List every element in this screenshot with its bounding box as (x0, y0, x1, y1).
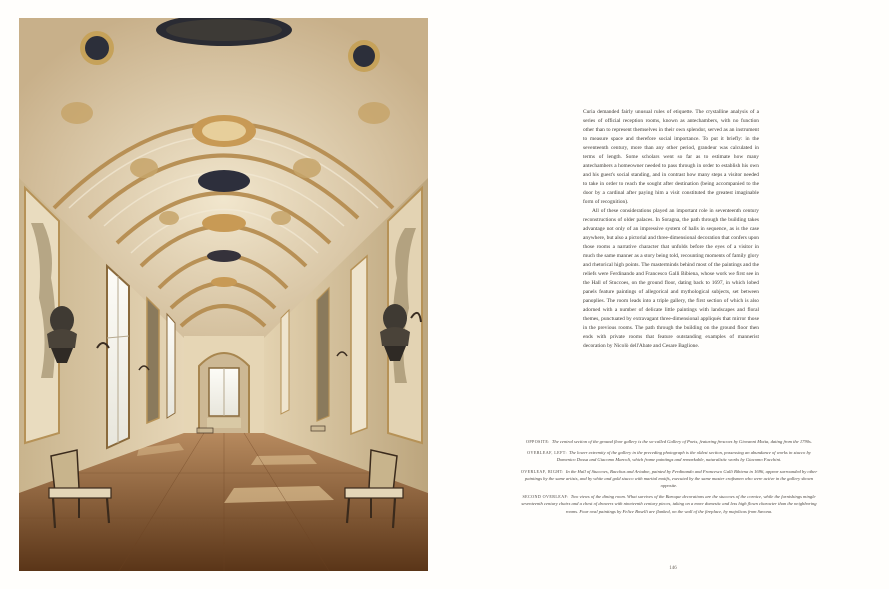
caption (519, 493, 819, 515)
body-paragraph: All of these considerations played an important role in seventeenth century reconstructions of older palaces. In Soragna, the path through the building takes advantage not only of an impressive system of halls in sequence, as is the case anywhere, but also a pictorial and three-dimensional decoration that confers upon those rooms a narrative character that unfolds before the eyes of a visitor in much the same manner as a story being told, recounting moments of family glory and rhetorical high points. The masterminds behind most of the paintings and the reliefs were Ferdinando and Francesco Galli Bibiena, whose work we first see in the Hall of Stuccoes, on the ground floor, dating back to 1697, in which lobed panels feature paintings of allegorical and mythological subjects, set between panoplies. The room leads into a triple gallery, the first section of which is also adorned with a number of delicate little paintings with landscapes and floral themes, punctuated by extravagant three-dimensional appliqués that mirror those in the previous rooms. The path through the building on the ground floor then ends with private rooms that feature outstanding examples of mannerist decoration by Nicolò dell'Abate and Cesare Baglione. (583, 208, 759, 349)
caption (519, 438, 819, 445)
caption-text: The central section of the ground floor gallery is the so-called Gallery of Poets, featuring frescoes by Giovanni Motta, dating from the 1790s. (551, 439, 812, 444)
caption-label: OVERLEAF, RIGHT: (520, 468, 564, 474)
caption (519, 449, 819, 463)
caption-text: The lower extremity of the gallery in the preceding photograph is the oldest section, possessing an abundance of works in stucco by Domenico Dossa and Giacomo Marcoli, which frame paintings and remarkable, naturalistic works by Giacomo Facchini. (556, 450, 811, 463)
caption-label: OPPOSITE: (525, 439, 550, 444)
caption-text: Two views of the dining room. What survives of the Baroque decorations are the stuccoes of the cornice, while the furnishings mingle seventeenth century chairs and a chest of drawers with nineteenth century pieces, taking on a more domestic and less high flown character than the neighboring rooms. Four oval paintings by Felice Boselli are flanked, on the wall of the fireplace, by majolicas from Savona. (521, 494, 817, 514)
page-number: 146 (669, 566, 677, 571)
caption-text: In the Hall of Stuccoes, Bacchus and Ariadne, painted by Ferdinando and Francesco Galli Bibiena in 1696, appear surrounded by other paintings by the same artists, and by white and gold stucco with martial motifs, executed by the same master craftsmen who were active in the gallery shown opposite. (524, 468, 818, 489)
body-text (583, 108, 759, 351)
caption-label: OVERLEAF, LEFT: (527, 450, 567, 456)
photo-captions (519, 438, 819, 519)
body-paragraph: Curia demanded fairly unusual rules of etiquette. The crystalline analysis of a series of official reception rooms, known as antechambers, with no function other than to represent themselves in their own splendor, served as an instrument to measure space and therefore social importance. To put it briefly: in the seventeenth century, more than any other period, grandeur was calculated in terms of length. Some scholars went so far as to estimate how many antechambers a homeowner needed to pass through in order to establish his own and his guest's social standing, and in contrast how many steps a visitor needed to take in order to reach the sought after destination (being accompanied to the door by a cardinal after paying him a visit constituted the greatest imaginable form of recognition). (583, 109, 759, 205)
caption (519, 468, 819, 490)
gallery-photograph (19, 18, 428, 571)
caption-label: SECOND OVERLEAF: (522, 494, 569, 500)
